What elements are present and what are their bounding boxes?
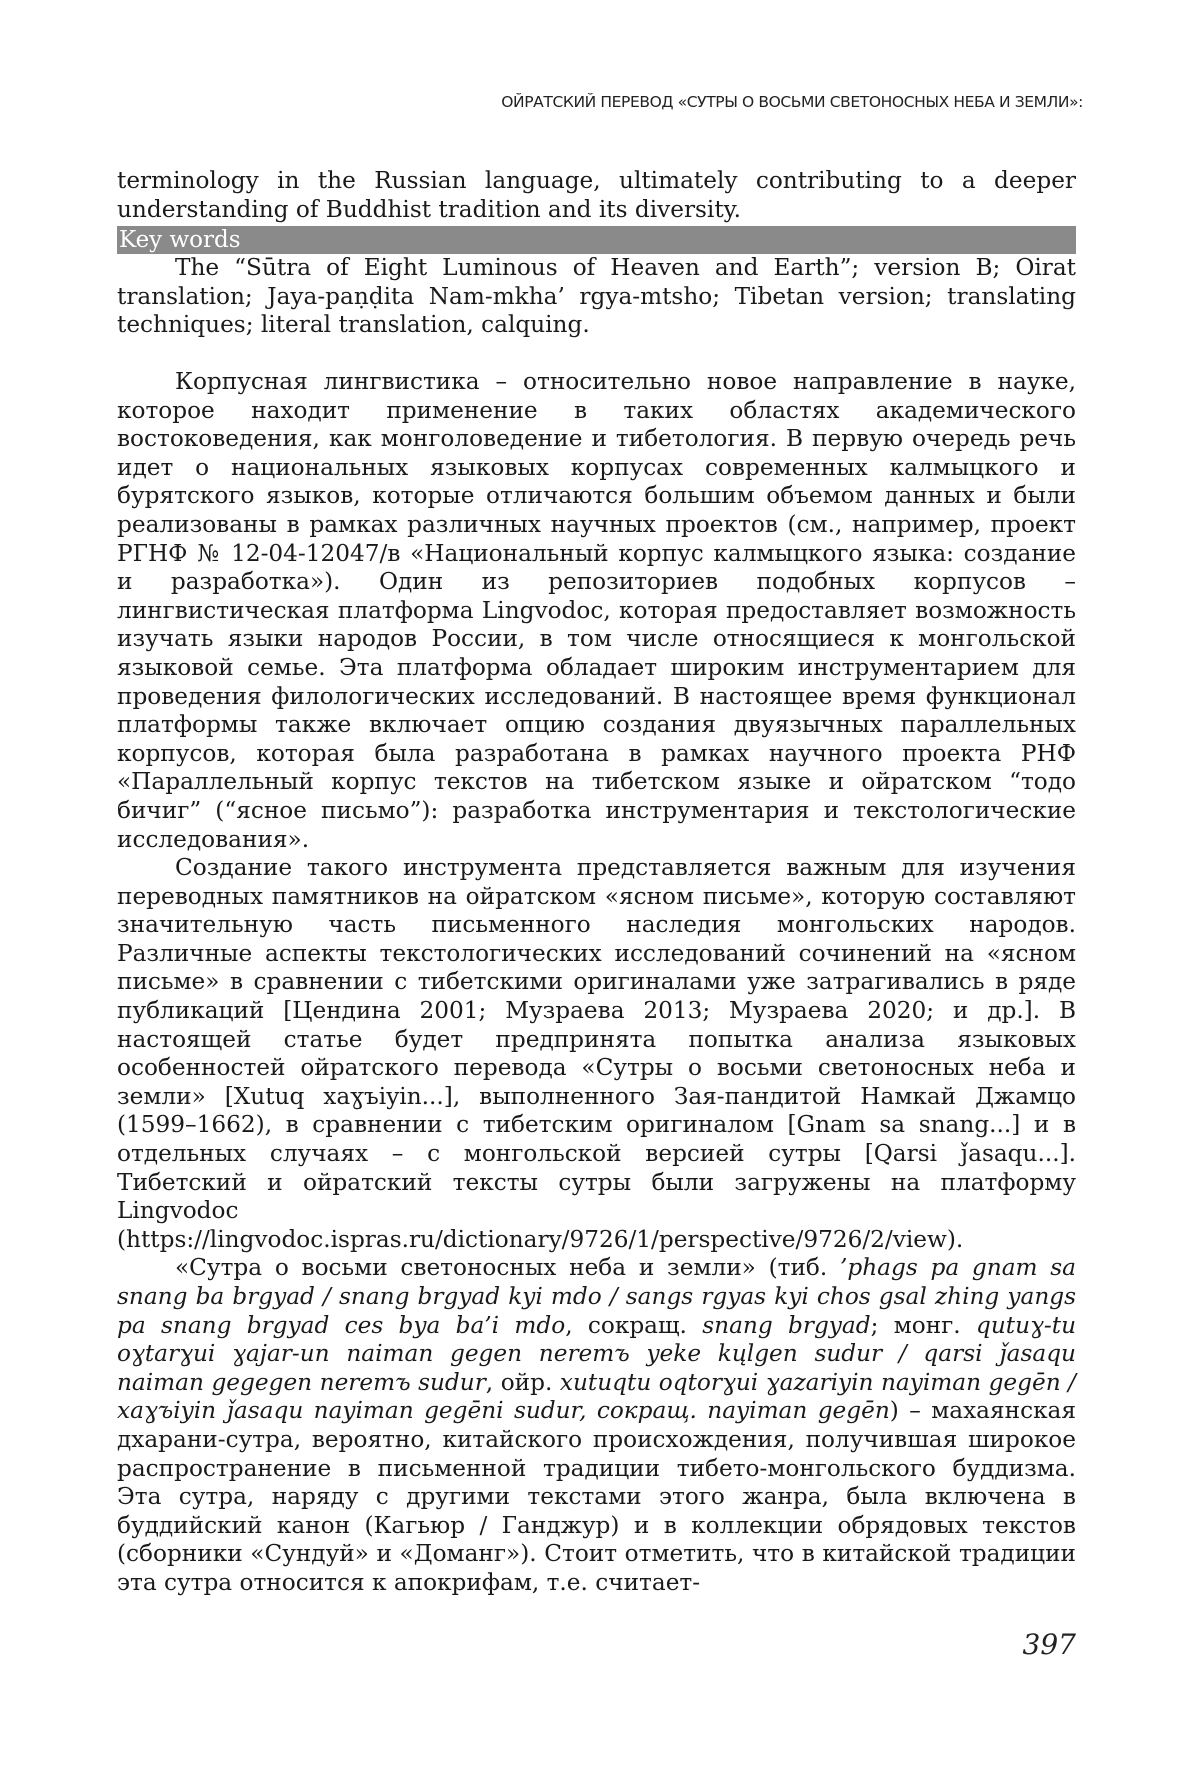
oirat-title: xutuqtu oqtorɣui ɣazariyin nayiman gegēn / xaɣъiyin ǰasaqu nayiman gegēni sudur, сокращ. nayiman gegēn [117, 1369, 1076, 1425]
paragraph-3-rest: ) – махаянская дхарани-сутра, вероятно, китайского происхождения, получившая широкое распространение в письменной традиции тибето-монгольского буддизма. Эта сутра, наряду с другими текстами этого жанра, была включена в буддийский канон (Кагьюр / Ганджур) и в коллекции обрядовых текстов (сборники «Сундуй» и «Доманг»). Стоит отметить, что в китайской традиции эта сутра относится к апокрифам, т.е. считает- [117, 1397, 1076, 1596]
abstract-text: terminology in the Russian language, ultimately contributing to a deeper understanding of Buddhist tradition and its diversity. [117, 167, 1076, 224]
paragraph-2: Создание такого инструмента представляется важным для изучения переводных памятников на ойратском «ясном письме», которую составляют значительную часть письменного наследия монгольских народов. Различные аспекты текстологических исследований сочинений на «ясном письме» в сравнении с тибетскими оригиналами уже затрагивались в ряде публикаций [Цендина 2001; Музраева 2013; Музраева 2020; и др.]. В настоящей статье будет предпринята попытка анализа языковых особенностей ойратского перевода «Сутры о восьми светоносных неба и земли» [Xutuq xaɣъiyin...], выполненного Зая-пандитой Намкай Джамцо (1599–1662), в сравнении с тибетским оригиналом [Gnam sa snang...] и в отдельных случаях – с монгольской версией сутры [Qarsi ǰasaqu...]. Тибетский и ойратский тексты сутры были загружены на платформу Lingvodoc (https://lingvodoc.ispras.ru/dictionary/9726/1/perspective/9726/2/view). [117, 854, 1076, 1254]
paragraph-3-abbr: , сокращ. [565, 1312, 702, 1339]
keywords-section [117, 254, 1076, 340]
running-header: ОЙРАТСКИЙ ПЕРЕВОД «СУТРЫ О ВОСЬМИ СВЕТОНОСНЫХ НЕБА И ЗЕМЛИ»: [501, 93, 1083, 111]
tibetan-title: ’phags pa gnam sa snang ba brgyad / snang brgyad kyi mdo / sangs rgyas kyi chos gsal zhing yangs pa snang brgyad ces bya ba’i mdo [117, 1254, 1076, 1338]
mongolian-title: qutuɣ-tu oɣtarɣui ɣajar-un naiman gegen nereтъ yeke kųlgen sudur / qarsi ǰasaqu naiman gegegen nereтъ sudur [117, 1312, 1076, 1396]
tibetan-short-title: snang brgyad [702, 1312, 870, 1339]
paragraph-1: Корпусная лингвистика – относительно новое направление в науке, которое находит применение в таких областях академического востоковедения, как монголоведение и тибетология. В первую очередь речь идет о национальных языковых корпусах современных калмыцкого и бурятского языков, которые отличаются большим объемом данных и были реализованы в рамках различных научных проектов (см., например, проект РГНФ № 12-04-12047/в «Национальный корпус калмыцкого языка: создание и разработка»). Один из репозиториев подобных корпусов – лингвистическая платформа Lingvodoc, которая предоставляет возможность изучать языки народов России, в том числе относящиеся к монгольской языковой семье. Эта платформа обладает широким инструментарием для проведения филологических исследований. В настоящее время функционал платформы также включает опцию создания двуязычных параллельных корпусов, которая была разработана в рамках научного проекта РНФ «Параллельный корпус текстов на тибетском языке и ойратском “тодо бичиг” (“ясное письмо”): разработка инструментария и текстологические исследования». [117, 368, 1076, 854]
keywords-text: The “Sūtra of Eight Luminous of Heaven and Earth”; version B; Oirat translation; Jaya-paṇḍita Nam-mkha’ rgya-mtsho; Tibetan version; translating techniques; literal translation, calquing. [117, 254, 1076, 340]
paragraph-3-intro: «Сутра о восьми светоносных неба и земли» (тиб. [175, 1254, 840, 1281]
abstract-continuation [117, 167, 1076, 224]
keywords-heading: Key words [117, 226, 1076, 254]
paragraph-3 [117, 1254, 1076, 1597]
paragraph-3-mong-label: ; монг. [871, 1312, 976, 1339]
article-body [117, 368, 1076, 1598]
page-number: 397 [1023, 1628, 1076, 1661]
paragraph-3-oir-label: , ойр. [486, 1369, 560, 1396]
